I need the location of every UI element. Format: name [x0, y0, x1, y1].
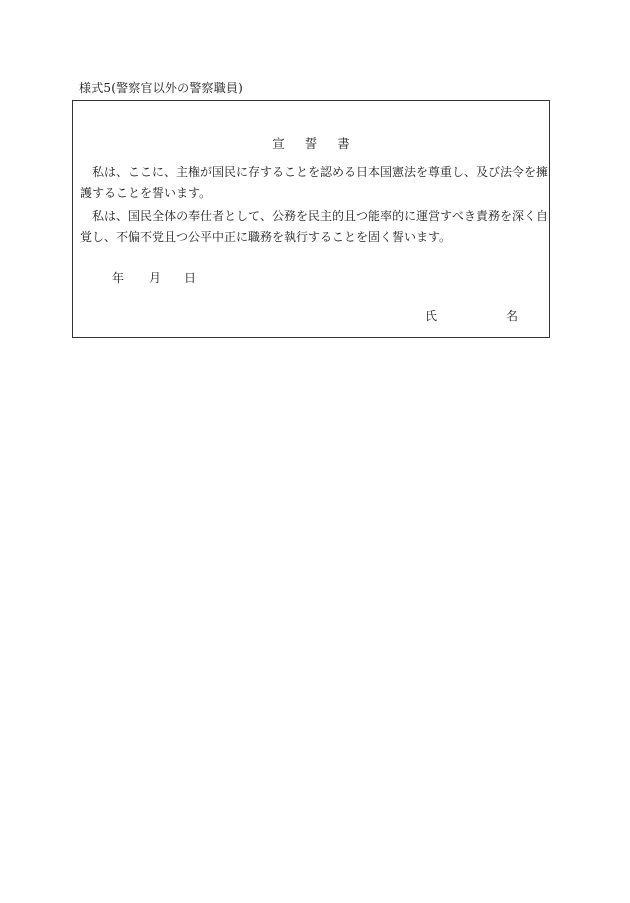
oath-paragraph-2: 私は、国民全体の奉仕者として、公務を民主的且つ能率的に運営すべき責務を深く自覚し、不偏不党且つ公平中正に職務を執行することを固く誓います。	[80, 209, 548, 244]
given-name-label: 名	[506, 309, 519, 323]
oath-paragraph-1: 私は、ここに、主権が国民に存することを認める日本国憲法を尊重し、及び法令を擁護することを誓います。	[80, 165, 549, 200]
signature-name-line	[425, 307, 518, 324]
month-label: 月	[149, 271, 162, 285]
oath-document	[72, 100, 550, 338]
date-line	[112, 269, 196, 286]
document-title: 宣 誓 書	[272, 136, 350, 151]
year-label: 年	[112, 271, 125, 285]
surname-label: 氏	[425, 309, 438, 323]
form-label: 様式5(警察官以外の警察職員)	[79, 81, 243, 95]
day-label: 日	[184, 271, 197, 285]
